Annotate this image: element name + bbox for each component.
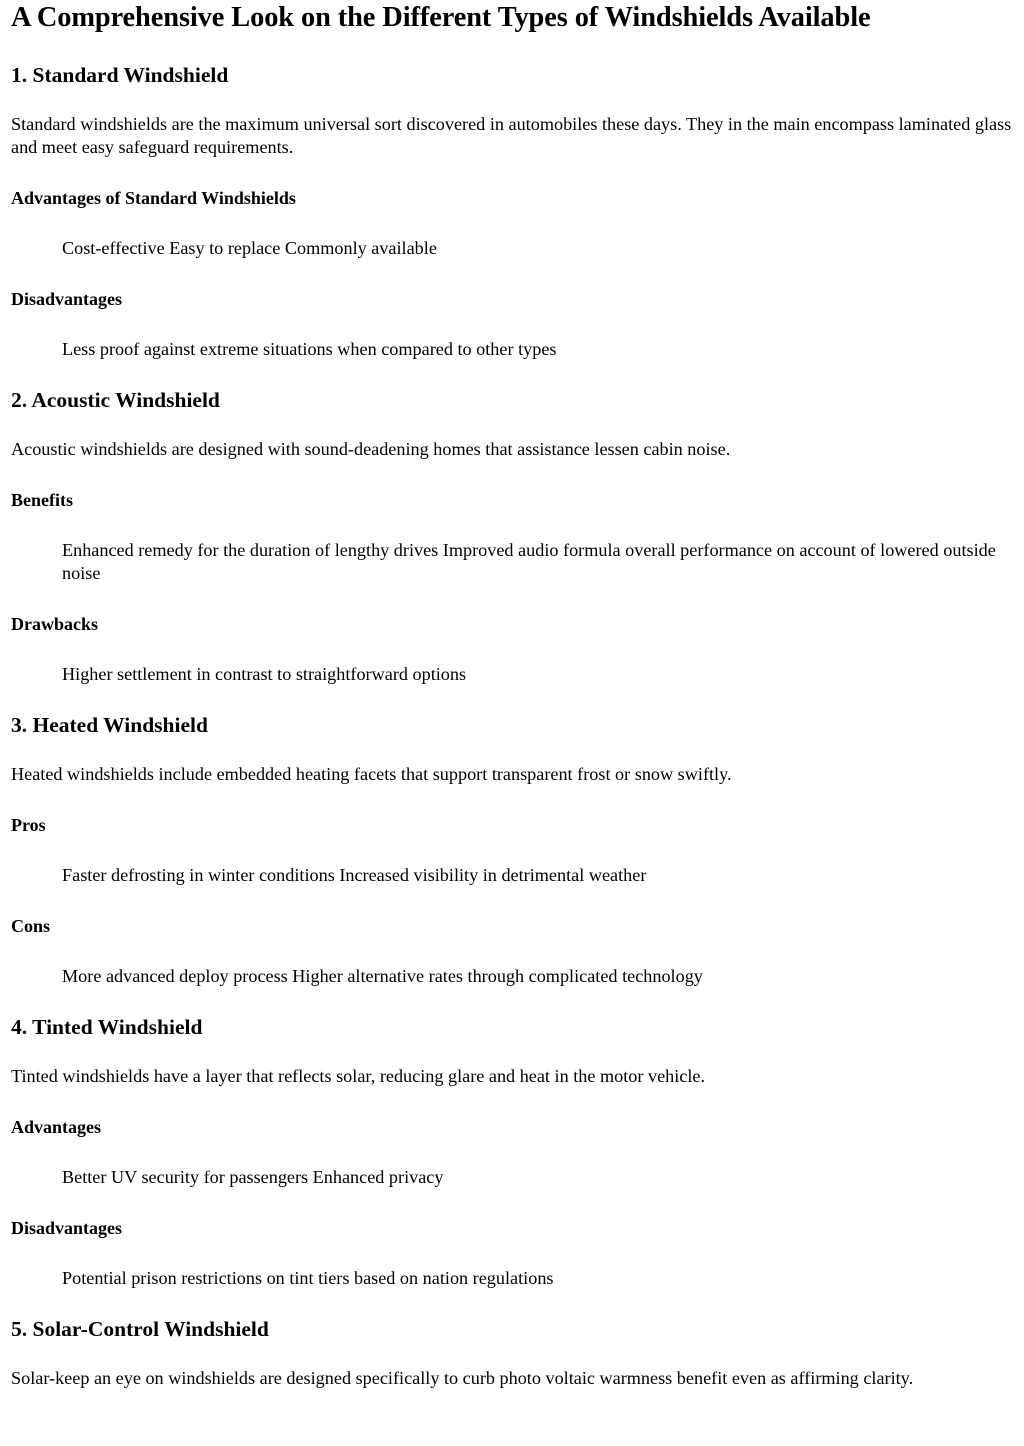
- subsection-heading: Benefits: [11, 490, 73, 510]
- subsection-heading: Advantages of Standard Windshields: [11, 188, 296, 208]
- section-heading: 4. Tinted Windshield: [11, 1015, 203, 1039]
- section-heading: 5. Solar-Control Windshield: [11, 1317, 269, 1341]
- section-intro: Solar-keep an eye on windshields are designed specifically to curb photo voltaic warmness benefit even as affirming clarity.: [11, 1368, 914, 1388]
- section-solar-control-windshield: [11, 1316, 1014, 1390]
- subsection-text: Cost-effective Easy to replace Commonly available: [62, 238, 437, 258]
- subsection-text: Higher settlement in contrast to straightforward options: [62, 664, 467, 684]
- section-heated-windshield: [11, 712, 1014, 988]
- section-intro: Tinted windshields have a layer that reflects solar, reducing glare and heat in the motor vehicle.: [11, 1066, 706, 1086]
- section-acoustic-windshield: [11, 387, 1014, 686]
- subsection-text: Better UV security for passengers Enhanced privacy: [62, 1167, 444, 1187]
- subsection-heading: Disadvantages: [11, 289, 123, 309]
- section-heading: 3. Heated Windshield: [11, 713, 208, 737]
- section-tinted-windshield: [11, 1014, 1014, 1290]
- subsection-text: Faster defrosting in winter conditions Increased visibility in detrimental weather: [62, 865, 647, 885]
- subsection-heading: Disadvantages: [11, 1218, 123, 1238]
- section-intro: Heated windshields include embedded heating facets that support transparent frost or snow swiftly.: [11, 764, 732, 784]
- subsection-text: Less proof against extreme situations when compared to other types: [62, 339, 557, 359]
- section-heading: 2. Acoustic Windshield: [11, 388, 220, 412]
- subsection-heading: Cons: [11, 916, 51, 936]
- section-intro: Standard windshields are the maximum universal sort discovered in automobiles these days. They in the main encompass laminated glass and meet easy safeguard requirements.: [11, 114, 1012, 157]
- subsection-text: Potential prison restrictions on tint tiers based on nation regulations: [62, 1268, 554, 1288]
- subsection-text: Enhanced remedy for the duration of lengthy drives Improved audio formula overall performance on account of lowered outside noise: [62, 540, 996, 583]
- subsection-heading: Drawbacks: [11, 614, 99, 634]
- section-standard-windshield: [11, 62, 1014, 361]
- section-heading: 1. Standard Windshield: [11, 63, 229, 87]
- subsection-heading: Advantages: [11, 1117, 102, 1137]
- section-intro: Acoustic windshields are designed with sound-deadening homes that assistance lessen cabin noise.: [11, 439, 731, 459]
- subsection-heading: Pros: [11, 815, 46, 835]
- subsection-text: More advanced deploy process Higher alternative rates through complicated technology: [62, 966, 703, 986]
- page-title: A Comprehensive Look on the Different Types of Windshields Available: [11, 2, 871, 33]
